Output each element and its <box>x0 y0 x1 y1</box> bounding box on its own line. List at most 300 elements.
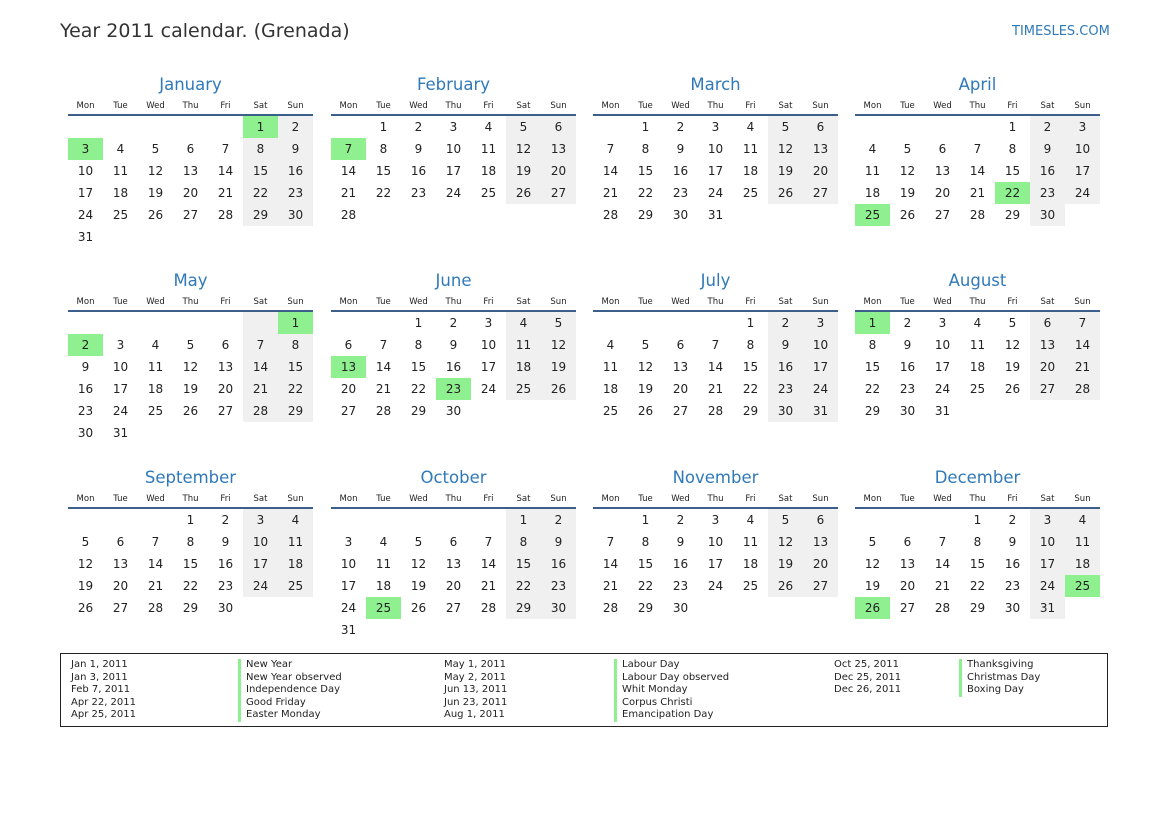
day-cell[interactable]: 25 <box>480 186 497 200</box>
day-cell[interactable]: 23 <box>217 579 234 593</box>
day-cell[interactable]: 3 <box>711 513 720 527</box>
day-cell[interactable]: 8 <box>186 535 195 549</box>
day-cell[interactable]: 10 <box>340 557 357 571</box>
day-cell[interactable]: 22 <box>969 579 986 593</box>
day-cell[interactable]: 2 <box>768 312 803 334</box>
day-cell[interactable]: 12 <box>899 164 916 178</box>
day-cell[interactable]: 7 <box>379 338 388 352</box>
day-cell[interactable]: 19 <box>768 160 803 182</box>
day-cell[interactable]: 7 <box>938 535 947 549</box>
day-cell[interactable]: 11 <box>742 535 759 549</box>
day-cell[interactable]: 13 <box>803 138 838 160</box>
day-cell[interactable]: 12 <box>1004 338 1021 352</box>
day-cell[interactable]: 28 <box>243 400 278 422</box>
day-cell[interactable]: 4 <box>116 142 125 156</box>
day-cell[interactable]: 18 <box>864 186 881 200</box>
day-cell[interactable]: 27 <box>803 575 838 597</box>
day-cell[interactable]: 20 <box>112 579 129 593</box>
day-cell[interactable]: 19 <box>768 553 803 575</box>
day-cell[interactable]: 19 <box>410 579 427 593</box>
day-cell[interactable]: 24 <box>1065 182 1100 204</box>
day-cell[interactable]: 3 <box>484 316 493 330</box>
day-cell[interactable]: 3 <box>344 535 353 549</box>
day-cell[interactable]: 21 <box>969 186 986 200</box>
day-cell[interactable]: 19 <box>147 186 164 200</box>
day-cell[interactable]: 8 <box>1008 142 1017 156</box>
day-cell[interactable]: 29 <box>637 208 654 222</box>
day-cell[interactable]: 14 <box>217 164 234 178</box>
day-cell[interactable]: 6 <box>676 338 685 352</box>
day-cell[interactable]: 27 <box>340 404 357 418</box>
day-cell[interactable]: 16 <box>445 360 462 374</box>
day-cell[interactable]: 10 <box>445 142 462 156</box>
day-cell[interactable]: 30 <box>672 601 689 615</box>
day-cell[interactable]: 16 <box>1030 160 1065 182</box>
day-cell[interactable]: 1 <box>973 513 982 527</box>
day-cell[interactable]: 21 <box>707 382 724 396</box>
holiday-day-cell[interactable]: 3 <box>68 138 103 160</box>
day-cell[interactable]: 16 <box>899 360 916 374</box>
day-cell[interactable]: 5 <box>641 338 650 352</box>
day-cell[interactable]: 2 <box>1030 116 1065 138</box>
day-cell[interactable]: 13 <box>934 164 951 178</box>
day-cell[interactable]: 15 <box>410 360 427 374</box>
day-cell[interactable]: 27 <box>112 601 129 615</box>
day-cell[interactable]: 12 <box>147 164 164 178</box>
day-cell[interactable]: 19 <box>864 579 881 593</box>
day-cell[interactable]: 19 <box>77 579 94 593</box>
day-cell[interactable]: 2 <box>414 120 423 134</box>
day-cell[interactable]: 4 <box>151 338 160 352</box>
day-cell[interactable]: 4 <box>606 338 615 352</box>
day-cell[interactable]: 28 <box>340 208 357 222</box>
day-cell[interactable]: 2 <box>221 513 230 527</box>
day-cell[interactable]: 29 <box>969 601 986 615</box>
day-cell[interactable]: 14 <box>243 356 278 378</box>
day-cell[interactable]: 10 <box>707 142 724 156</box>
day-cell[interactable]: 23 <box>899 382 916 396</box>
day-cell[interactable]: 17 <box>340 579 357 593</box>
day-cell[interactable]: 22 <box>182 579 199 593</box>
day-cell[interactable]: 25 <box>602 404 619 418</box>
day-cell[interactable]: 18 <box>969 360 986 374</box>
day-cell[interactable]: 29 <box>410 404 427 418</box>
day-cell[interactable]: 28 <box>707 404 724 418</box>
day-cell[interactable]: 23 <box>672 579 689 593</box>
day-cell[interactable]: 20 <box>1030 356 1065 378</box>
day-cell[interactable]: 15 <box>506 553 541 575</box>
day-cell[interactable]: 4 <box>484 120 493 134</box>
day-cell[interactable]: 11 <box>480 142 497 156</box>
day-cell[interactable]: 30 <box>77 426 94 440</box>
day-cell[interactable]: 2 <box>541 509 576 531</box>
holiday-day-cell[interactable]: 23 <box>436 378 471 400</box>
day-cell[interactable]: 4 <box>746 513 755 527</box>
day-cell[interactable]: 24 <box>340 601 357 615</box>
day-cell[interactable]: 30 <box>217 601 234 615</box>
day-cell[interactable]: 15 <box>864 360 881 374</box>
day-cell[interactable]: 1 <box>641 513 650 527</box>
day-cell[interactable]: 28 <box>1065 378 1100 400</box>
day-cell[interactable]: 3 <box>1065 116 1100 138</box>
day-cell[interactable]: 14 <box>147 557 164 571</box>
day-cell[interactable]: 13 <box>803 531 838 553</box>
day-cell[interactable]: 7 <box>243 334 278 356</box>
day-cell[interactable]: 10 <box>707 535 724 549</box>
day-cell[interactable]: 17 <box>480 360 497 374</box>
day-cell[interactable]: 1 <box>414 316 423 330</box>
day-cell[interactable]: 8 <box>506 531 541 553</box>
day-cell[interactable]: 8 <box>278 334 313 356</box>
day-cell[interactable]: 7 <box>973 142 982 156</box>
day-cell[interactable]: 6 <box>344 338 353 352</box>
day-cell[interactable]: 18 <box>742 557 759 571</box>
day-cell[interactable]: 2 <box>903 316 912 330</box>
day-cell[interactable]: 30 <box>278 204 313 226</box>
day-cell[interactable]: 1 <box>746 316 755 330</box>
day-cell[interactable]: 13 <box>899 557 916 571</box>
day-cell[interactable]: 11 <box>1065 531 1100 553</box>
day-cell[interactable]: 16 <box>672 557 689 571</box>
day-cell[interactable]: 19 <box>506 160 541 182</box>
day-cell[interactable]: 5 <box>1008 316 1017 330</box>
day-cell[interactable]: 21 <box>375 382 392 396</box>
day-cell[interactable]: 1 <box>379 120 388 134</box>
day-cell[interactable]: 12 <box>864 557 881 571</box>
day-cell[interactable]: 20 <box>541 160 576 182</box>
day-cell[interactable]: 19 <box>637 382 654 396</box>
day-cell[interactable]: 6 <box>541 116 576 138</box>
day-cell[interactable]: 14 <box>602 164 619 178</box>
day-cell[interactable]: 5 <box>768 116 803 138</box>
day-cell[interactable]: 18 <box>506 356 541 378</box>
day-cell[interactable]: 9 <box>449 338 458 352</box>
day-cell[interactable]: 23 <box>77 404 94 418</box>
day-cell[interactable]: 3 <box>938 316 947 330</box>
day-cell[interactable]: 18 <box>278 553 313 575</box>
day-cell[interactable]: 14 <box>934 557 951 571</box>
day-cell[interactable]: 18 <box>1065 553 1100 575</box>
day-cell[interactable]: 31 <box>934 404 951 418</box>
day-cell[interactable]: 17 <box>77 186 94 200</box>
day-cell[interactable]: 3 <box>243 509 278 531</box>
day-cell[interactable]: 24 <box>243 575 278 597</box>
day-cell[interactable]: 16 <box>768 356 803 378</box>
day-cell[interactable]: 20 <box>217 382 234 396</box>
day-cell[interactable]: 22 <box>243 182 278 204</box>
day-cell[interactable]: 25 <box>278 575 313 597</box>
day-cell[interactable]: 31 <box>77 230 94 244</box>
day-cell[interactable]: 14 <box>969 164 986 178</box>
day-cell[interactable]: 28 <box>375 404 392 418</box>
day-cell[interactable]: 17 <box>445 164 462 178</box>
day-cell[interactable]: 6 <box>1030 312 1065 334</box>
day-cell[interactable]: 5 <box>81 535 90 549</box>
day-cell[interactable]: 17 <box>112 382 129 396</box>
day-cell[interactable]: 5 <box>151 142 160 156</box>
day-cell[interactable]: 22 <box>864 382 881 396</box>
day-cell[interactable]: 1 <box>641 120 650 134</box>
holiday-day-cell[interactable]: 25 <box>1065 575 1100 597</box>
day-cell[interactable]: 3 <box>803 312 838 334</box>
holiday-day-cell[interactable]: 22 <box>995 182 1030 204</box>
day-cell[interactable]: 15 <box>637 164 654 178</box>
day-cell[interactable]: 29 <box>864 404 881 418</box>
day-cell[interactable]: 17 <box>1030 553 1065 575</box>
day-cell[interactable]: 18 <box>112 186 129 200</box>
day-cell[interactable]: 8 <box>868 338 877 352</box>
day-cell[interactable]: 27 <box>672 404 689 418</box>
day-cell[interactable]: 12 <box>768 531 803 553</box>
day-cell[interactable]: 11 <box>969 338 986 352</box>
day-cell[interactable]: 13 <box>445 557 462 571</box>
day-cell[interactable]: 21 <box>602 579 619 593</box>
day-cell[interactable]: 22 <box>637 186 654 200</box>
day-cell[interactable]: 12 <box>77 557 94 571</box>
day-cell[interactable]: 17 <box>243 553 278 575</box>
day-cell[interactable]: 22 <box>637 579 654 593</box>
day-cell[interactable]: 7 <box>221 142 230 156</box>
day-cell[interactable]: 8 <box>414 338 423 352</box>
day-cell[interactable]: 30 <box>672 208 689 222</box>
day-cell[interactable]: 24 <box>445 186 462 200</box>
day-cell[interactable]: 24 <box>480 382 497 396</box>
day-cell[interactable]: 8 <box>746 338 755 352</box>
day-cell[interactable]: 17 <box>707 164 724 178</box>
day-cell[interactable]: 21 <box>147 579 164 593</box>
day-cell[interactable]: 13 <box>112 557 129 571</box>
day-cell[interactable]: 21 <box>243 378 278 400</box>
day-cell[interactable]: 25 <box>506 378 541 400</box>
day-cell[interactable]: 10 <box>77 164 94 178</box>
day-cell[interactable]: 9 <box>541 531 576 553</box>
day-cell[interactable]: 5 <box>541 312 576 334</box>
day-cell[interactable]: 30 <box>1030 204 1065 226</box>
day-cell[interactable]: 1 <box>506 509 541 531</box>
day-cell[interactable]: 17 <box>934 360 951 374</box>
day-cell[interactable]: 9 <box>676 535 685 549</box>
day-cell[interactable]: 29 <box>243 204 278 226</box>
day-cell[interactable]: 10 <box>1030 531 1065 553</box>
day-cell[interactable]: 26 <box>410 601 427 615</box>
day-cell[interactable]: 4 <box>1065 509 1100 531</box>
day-cell[interactable]: 10 <box>480 338 497 352</box>
day-cell[interactable]: 3 <box>1030 509 1065 531</box>
day-cell[interactable]: 22 <box>410 382 427 396</box>
day-cell[interactable]: 21 <box>340 186 357 200</box>
day-cell[interactable]: 10 <box>112 360 129 374</box>
day-cell[interactable]: 26 <box>768 182 803 204</box>
day-cell[interactable]: 15 <box>375 164 392 178</box>
day-cell[interactable]: 8 <box>641 142 650 156</box>
day-cell[interactable]: 6 <box>903 535 912 549</box>
day-cell[interactable]: 2 <box>449 316 458 330</box>
day-cell[interactable]: 7 <box>484 535 493 549</box>
day-cell[interactable]: 26 <box>506 182 541 204</box>
day-cell[interactable]: 6 <box>938 142 947 156</box>
day-cell[interactable]: 21 <box>934 579 951 593</box>
day-cell[interactable]: 27 <box>803 182 838 204</box>
day-cell[interactable]: 3 <box>449 120 458 134</box>
day-cell[interactable]: 12 <box>410 557 427 571</box>
day-cell[interactable]: 14 <box>375 360 392 374</box>
day-cell[interactable]: 8 <box>641 535 650 549</box>
day-cell[interactable]: 29 <box>182 601 199 615</box>
day-cell[interactable]: 26 <box>768 575 803 597</box>
day-cell[interactable]: 15 <box>742 360 759 374</box>
day-cell[interactable]: 20 <box>803 553 838 575</box>
day-cell[interactable]: 13 <box>1030 334 1065 356</box>
day-cell[interactable]: 20 <box>803 160 838 182</box>
day-cell[interactable]: 27 <box>541 182 576 204</box>
day-cell[interactable]: 5 <box>506 116 541 138</box>
day-cell[interactable]: 1 <box>186 513 195 527</box>
day-cell[interactable]: 31 <box>707 208 724 222</box>
day-cell[interactable]: 6 <box>803 116 838 138</box>
day-cell[interactable]: 6 <box>116 535 125 549</box>
day-cell[interactable]: 21 <box>480 579 497 593</box>
day-cell[interactable]: 17 <box>707 557 724 571</box>
day-cell[interactable]: 17 <box>1065 160 1100 182</box>
day-cell[interactable]: 19 <box>182 382 199 396</box>
day-cell[interactable]: 25 <box>969 382 986 396</box>
day-cell[interactable]: 24 <box>112 404 129 418</box>
day-cell[interactable]: 23 <box>410 186 427 200</box>
day-cell[interactable]: 28 <box>147 601 164 615</box>
day-cell[interactable]: 9 <box>903 338 912 352</box>
day-cell[interactable]: 4 <box>746 120 755 134</box>
day-cell[interactable]: 9 <box>768 334 803 356</box>
day-cell[interactable]: 7 <box>606 142 615 156</box>
day-cell[interactable]: 6 <box>186 142 195 156</box>
day-cell[interactable]: 11 <box>375 557 392 571</box>
day-cell[interactable]: 23 <box>278 182 313 204</box>
day-cell[interactable]: 11 <box>278 531 313 553</box>
day-cell[interactable]: 17 <box>803 356 838 378</box>
day-cell[interactable]: 31 <box>803 400 838 422</box>
holiday-day-cell[interactable]: 13 <box>331 356 366 378</box>
day-cell[interactable]: 19 <box>1004 360 1021 374</box>
day-cell[interactable]: 26 <box>77 601 94 615</box>
day-cell[interactable]: 22 <box>506 575 541 597</box>
day-cell[interactable]: 26 <box>637 404 654 418</box>
day-cell[interactable]: 23 <box>1004 579 1021 593</box>
day-cell[interactable]: 4 <box>973 316 982 330</box>
day-cell[interactable]: 11 <box>602 360 619 374</box>
day-cell[interactable]: 16 <box>1004 557 1021 571</box>
holiday-day-cell[interactable]: 1 <box>855 312 890 334</box>
day-cell[interactable]: 16 <box>541 553 576 575</box>
day-cell[interactable]: 18 <box>375 579 392 593</box>
day-cell[interactable]: 15 <box>278 356 313 378</box>
day-cell[interactable]: 28 <box>217 208 234 222</box>
day-cell[interactable]: 25 <box>742 186 759 200</box>
day-cell[interactable]: 27 <box>934 208 951 222</box>
day-cell[interactable]: 15 <box>637 557 654 571</box>
holiday-day-cell[interactable]: 25 <box>855 204 890 226</box>
day-cell[interactable]: 6 <box>803 509 838 531</box>
day-cell[interactable]: 27 <box>1030 378 1065 400</box>
brand-link[interactable]: TIMESLES.COM <box>1012 24 1110 39</box>
day-cell[interactable]: 25 <box>147 404 164 418</box>
day-cell[interactable]: 23 <box>672 186 689 200</box>
day-cell[interactable]: 25 <box>742 579 759 593</box>
day-cell[interactable]: 24 <box>707 186 724 200</box>
day-cell[interactable]: 5 <box>868 535 877 549</box>
day-cell[interactable]: 9 <box>278 138 313 160</box>
day-cell[interactable]: 20 <box>340 382 357 396</box>
holiday-day-cell[interactable]: 1 <box>278 312 313 334</box>
day-cell[interactable]: 29 <box>637 601 654 615</box>
day-cell[interactable]: 26 <box>147 208 164 222</box>
day-cell[interactable]: 30 <box>445 404 462 418</box>
day-cell[interactable]: 28 <box>480 601 497 615</box>
day-cell[interactable]: 27 <box>445 601 462 615</box>
day-cell[interactable]: 28 <box>602 208 619 222</box>
day-cell[interactable]: 6 <box>449 535 458 549</box>
day-cell[interactable]: 7 <box>1065 312 1100 334</box>
day-cell[interactable]: 12 <box>541 334 576 356</box>
day-cell[interactable]: 30 <box>768 400 803 422</box>
day-cell[interactable]: 26 <box>541 378 576 400</box>
day-cell[interactable]: 26 <box>899 208 916 222</box>
day-cell[interactable]: 7 <box>711 338 720 352</box>
day-cell[interactable]: 27 <box>899 601 916 615</box>
day-cell[interactable]: 4 <box>278 509 313 531</box>
day-cell[interactable]: 22 <box>375 186 392 200</box>
day-cell[interactable]: 5 <box>186 338 195 352</box>
day-cell[interactable]: 11 <box>112 164 129 178</box>
day-cell[interactable]: 12 <box>506 138 541 160</box>
day-cell[interactable]: 11 <box>742 142 759 156</box>
day-cell[interactable]: 28 <box>934 601 951 615</box>
day-cell[interactable]: 13 <box>541 138 576 160</box>
day-cell[interactable]: 31 <box>340 623 357 637</box>
day-cell[interactable]: 26 <box>1004 382 1021 396</box>
day-cell[interactable]: 15 <box>243 160 278 182</box>
day-cell[interactable]: 20 <box>445 579 462 593</box>
day-cell[interactable]: 5 <box>903 142 912 156</box>
day-cell[interactable]: 8 <box>973 535 982 549</box>
day-cell[interactable]: 15 <box>182 557 199 571</box>
day-cell[interactable]: 13 <box>672 360 689 374</box>
day-cell[interactable]: 11 <box>864 164 881 178</box>
day-cell[interactable]: 6 <box>221 338 230 352</box>
day-cell[interactable]: 16 <box>278 160 313 182</box>
day-cell[interactable]: 10 <box>803 334 838 356</box>
day-cell[interactable]: 16 <box>77 382 94 396</box>
day-cell[interactable]: 21 <box>1065 356 1100 378</box>
day-cell[interactable]: 27 <box>217 404 234 418</box>
day-cell[interactable]: 30 <box>899 404 916 418</box>
day-cell[interactable]: 7 <box>151 535 160 549</box>
day-cell[interactable]: 4 <box>379 535 388 549</box>
day-cell[interactable]: 24 <box>934 382 951 396</box>
day-cell[interactable]: 21 <box>217 186 234 200</box>
day-cell[interactable]: 29 <box>506 597 541 619</box>
day-cell[interactable]: 4 <box>506 312 541 334</box>
day-cell[interactable]: 2 <box>676 120 685 134</box>
day-cell[interactable]: 9 <box>1030 138 1065 160</box>
day-cell[interactable]: 31 <box>112 426 129 440</box>
day-cell[interactable]: 3 <box>711 120 720 134</box>
day-cell[interactable]: 24 <box>803 378 838 400</box>
day-cell[interactable]: 24 <box>707 579 724 593</box>
day-cell[interactable]: 2 <box>676 513 685 527</box>
day-cell[interactable]: 28 <box>969 208 986 222</box>
day-cell[interactable]: 30 <box>1004 601 1021 615</box>
day-cell[interactable]: 13 <box>182 164 199 178</box>
